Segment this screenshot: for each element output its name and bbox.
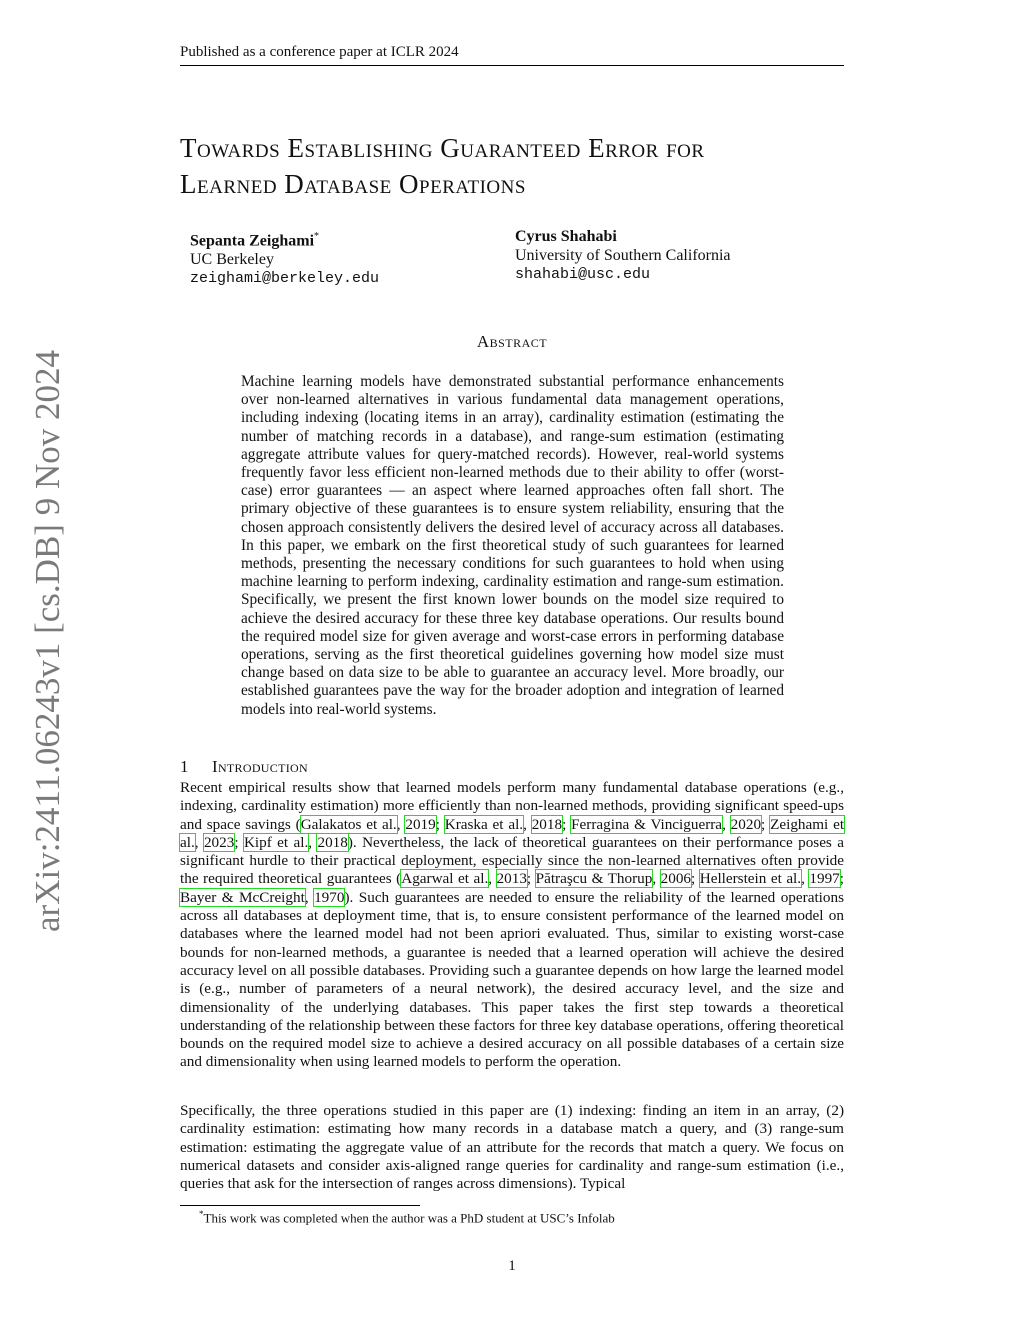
author-name: Cyrus Shahabi xyxy=(515,228,617,245)
arxiv-stamp: arXiv:2411.06243v1 [cs.DB] 9 Nov 2024 xyxy=(28,350,67,932)
footnote-mark: * xyxy=(199,1209,204,1219)
citation-link[interactable]: Kipf et al. xyxy=(243,833,309,851)
author-name: Sepanta Zeighami xyxy=(190,232,315,250)
citation-link[interactable]: 2020 xyxy=(730,815,762,833)
citation-link[interactable]: Zeighami et al. xyxy=(180,815,845,851)
citation-link[interactable]: Galakatos et al. xyxy=(300,815,397,833)
abstract-text: Machine learning models have demonstrated substantial performance enhancements over non-learned alternatives in various fundamental data management operations, including indexing (locating items in an array), cardinality estimation (estimating the number of matching records in a database), and range-sum estimation (estimating aggregate attribute values for query-matched records). However, real-world systems frequently favor less efficient non-learned methods due to their ability to offer (worst-case) error guarantees — an aspect where learned approaches often fall short. The primary objective of these guarantees is to ensure system reliability, ensuring that the chosen approach consistently delivers the desired level of accuracy across all databases. In this paper, we embark on the first theoretical study of such guarantees for learned methods, presenting the necessary conditions for such guarantees to hold when using machine learning to perform indexing, cardinality estimation and range-sum estimation. Specifically, we present the first known lower bounds on the model size required to achieve the desired accuracy for these three key database operations. Our results bound the required model size for given average and worst-case errors in performing database operations, serving as the first theoretical guidelines governing how model size must change based on data size to be able to guarantee an accuracy level. More broadly, our established guarantees pave the way for the broader adoption and integration of learned models into real-world systems. xyxy=(241,373,784,718)
title-line-1: Towards Establishing Guaranteed Error for xyxy=(180,133,705,163)
author-block-1 xyxy=(190,227,379,288)
citation-link[interactable]: 2023 xyxy=(203,833,235,851)
citation-link[interactable]: Agarwal et al. xyxy=(401,870,489,888)
section-title: Introduction xyxy=(212,757,308,776)
abstract-heading: Abstract xyxy=(476,332,548,351)
citation-link[interactable]: Bayer & McCreight xyxy=(180,888,305,906)
citation-link[interactable]: 1997 xyxy=(809,870,840,888)
author-block-2 xyxy=(515,227,731,284)
author-affiliation: University of Southern California xyxy=(515,247,731,264)
running-header: Published as a conference paper at ICLR 2024 xyxy=(180,44,459,60)
citation-link[interactable]: 2006 xyxy=(660,870,692,888)
citation-link[interactable]: Hellerstein et al. xyxy=(699,870,802,888)
citation-link[interactable]: 2018 xyxy=(317,833,348,851)
header-rule xyxy=(180,65,844,66)
citation-link[interactable]: 2018 xyxy=(531,815,563,833)
footnote-rule xyxy=(180,1205,420,1206)
section-number: 1 xyxy=(180,757,189,776)
citation-link[interactable]: 2013 xyxy=(496,870,527,888)
citation-link[interactable]: Kraska et al. xyxy=(444,815,524,833)
citation-link[interactable]: 2019 xyxy=(405,815,436,833)
author-footnote-mark: * xyxy=(314,231,320,242)
citation-link[interactable]: Pătraşcu & Thorup xyxy=(535,870,653,888)
author-email[interactable]: zeighami@berkeley.edu xyxy=(190,270,380,288)
citation-link[interactable]: 1970 xyxy=(314,888,345,906)
intro-paragraph-2: Specifically, the three operations studied in this paper are (1) indexing: finding an item in an array, (2) cardinality estimation: estimating how many records in a database match a query, and (3) range-sum estimation: estimating the aggregate value of an attribute for the records that match a query. We focus on numerical datasets and consider axis-aligned range queries for cardinality and range-sum estimation (i.e., queries that ask for the intersection of ranges across dimensions). Typical xyxy=(180,1102,844,1193)
footnote xyxy=(199,1209,615,1226)
title-line-2: Learned Database Operations xyxy=(180,169,526,199)
citation-link[interactable]: Ferragina & Vinciguerra xyxy=(571,815,723,833)
section-heading xyxy=(180,757,308,777)
author-affiliation: UC Berkeley xyxy=(190,251,274,269)
paper-title xyxy=(180,130,860,202)
page-number: 1 xyxy=(508,1258,516,1274)
footnote-text: This work was completed when the author was a PhD student at USC’s Infolab xyxy=(203,1210,615,1226)
intro-paragraph-1: Recent empirical results show that learned models perform many fundamental database operations (e.g., indexing, cardinality estimation) more efficiently than non-learned methods, providing significant speed-ups and space savings (Galakatos et al., 2019; Kraska et al., 2018; Ferragina & Vinciguerra, 2020; Zeighami et al., 2023; Kipf et al., 2018). Nevertheless, the lack of theoretical guarantees on their performance poses a significant hurdle to their practical deployment, especially since the non-learned alternatives often provide the required theoretical guarantees (Agarwal et al., 2013; Pătraşcu & Thorup, 2006; Hellerstein et al., 1997; Bayer & McCreight, 1970). Such guarantees are needed to ensure the reliability of the learned operations across all databases at deployment time, that is, to ensure consistent performance of the learned model on databases where the learned model had not been apriori evaluated. Thus, similar to existing worst-case bounds for non-learned methods, a guarantee is needed that a learned operation will achieve the desired accuracy level on all possible databases. Providing such a guarantee depends on how large the learned model is (e.g., number of parameters of a neural network), the desired accuracy level, and the size and dimensionality of the underlying databases. This paper takes the first step towards a theoretical understanding of the relationship between these factors for three key database operations, offering theoretical bounds on the required model size to achieve a desired accuracy on all possible databases of a certain size and dimensionality when using learned models to perform the operation. xyxy=(180,779,845,1071)
author-email[interactable]: shahabi@usc.edu xyxy=(515,266,651,283)
